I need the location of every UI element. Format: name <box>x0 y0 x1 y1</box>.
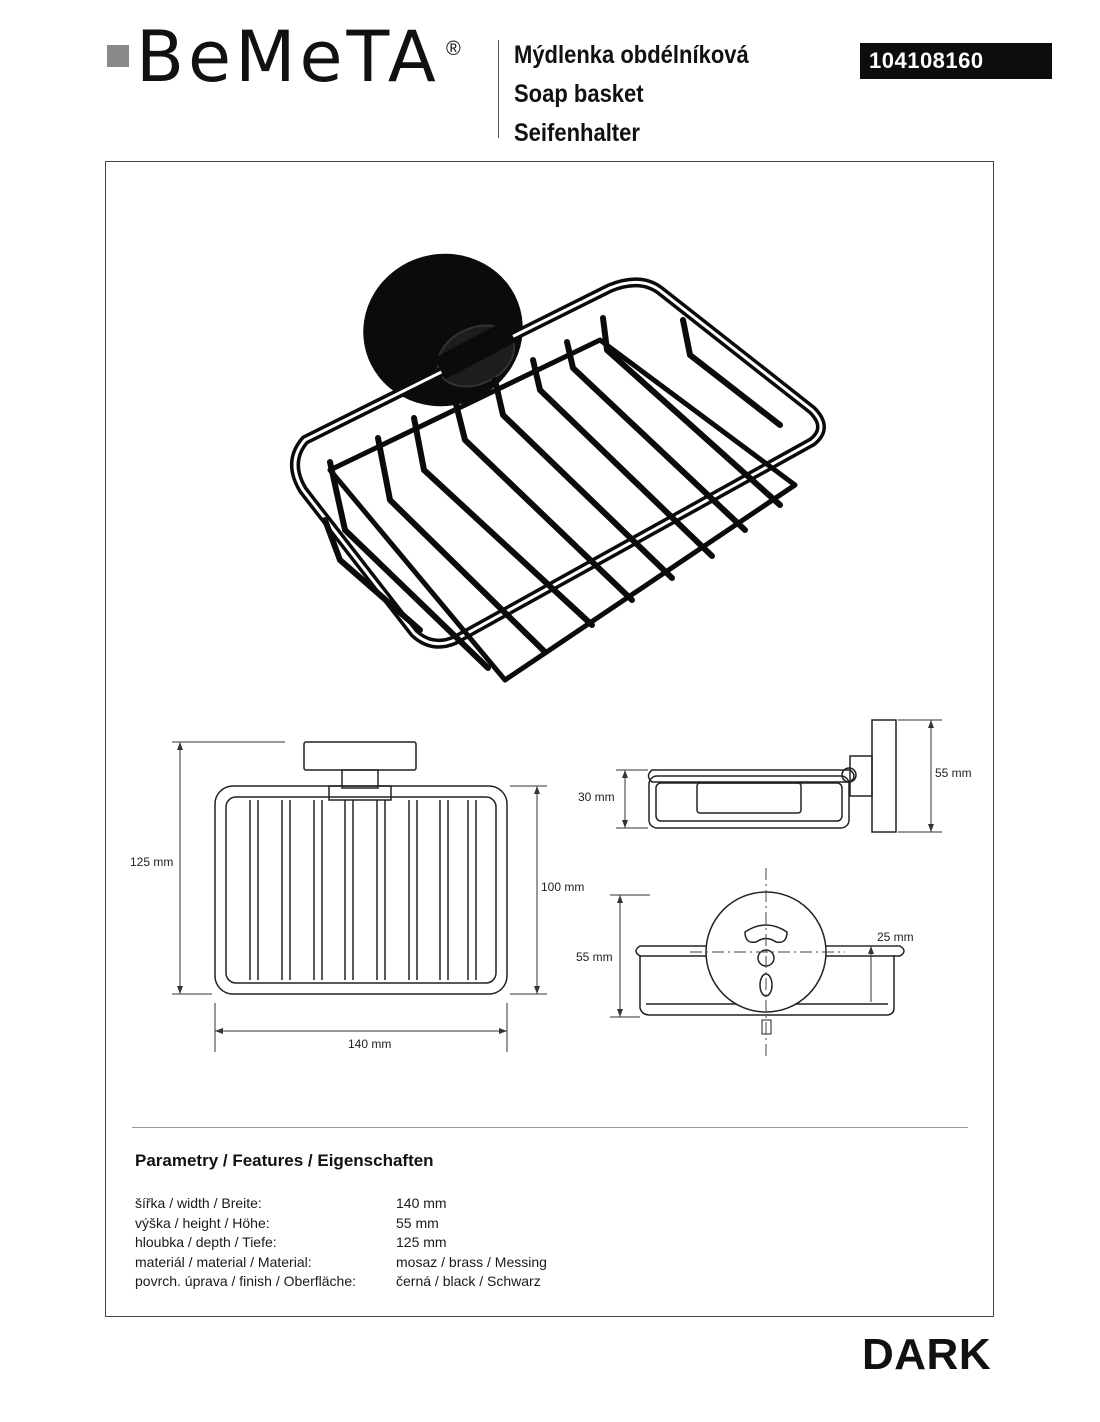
spec-value-material: mosaz / brass / Messing <box>396 1253 547 1270</box>
spec-row <box>135 1272 547 1292</box>
dim-front-width: 140 mm <box>348 1037 392 1051</box>
brand-logo: BeMeTA <box>136 16 440 98</box>
product-title-de: Seifenhalter <box>514 119 640 147</box>
spec-row <box>135 1214 547 1234</box>
spec-row <box>135 1233 547 1253</box>
product-illustration <box>295 236 821 680</box>
dim-side-basket-height: 30 mm <box>578 790 615 804</box>
dim-bottom-offset: 25 mm <box>877 930 914 944</box>
product-title-cz: Mýdlenka obdélníková <box>514 41 749 69</box>
dim-side-total-height: 55 mm <box>935 766 972 780</box>
spec-label-width: šířka / width / Breite: <box>135 1195 262 1211</box>
spec-table <box>135 1194 547 1292</box>
spec-value-height: 55 mm <box>396 1214 439 1231</box>
spec-row <box>135 1194 547 1214</box>
spec-label-finish: povrch. úprava / finish / Oberfläche: <box>135 1273 356 1289</box>
spec-value-width: 140 mm <box>396 1195 447 1211</box>
features-separator <box>132 1127 968 1128</box>
mounting-view-drawing <box>610 868 904 1058</box>
front-view-drawing <box>172 742 547 1052</box>
dim-bottom-height: 55 mm <box>576 950 613 964</box>
features-title: Parametry / Features / Eigenschaften <box>135 1151 434 1170</box>
dim-front-depth: 125 mm <box>130 855 174 869</box>
dim-front-height: 100 mm <box>541 880 585 894</box>
side-view-drawing <box>616 720 942 832</box>
spec-label-depth: hloubka / depth / Tiefe: <box>135 1234 277 1250</box>
spec-label-height: výška / height / Höhe: <box>135 1214 270 1231</box>
spec-label-material: materiál / material / Material: <box>135 1253 312 1270</box>
product-title-en: Soap basket <box>514 80 644 108</box>
series-name: DARK <box>862 1330 992 1379</box>
spec-value-finish: černá / black / Schwarz <box>396 1273 541 1289</box>
spec-value-depth: 125 mm <box>396 1234 447 1250</box>
registered-mark: ® <box>446 38 461 60</box>
product-code-badge: 104108160 <box>860 43 1052 79</box>
spec-row <box>135 1253 547 1273</box>
